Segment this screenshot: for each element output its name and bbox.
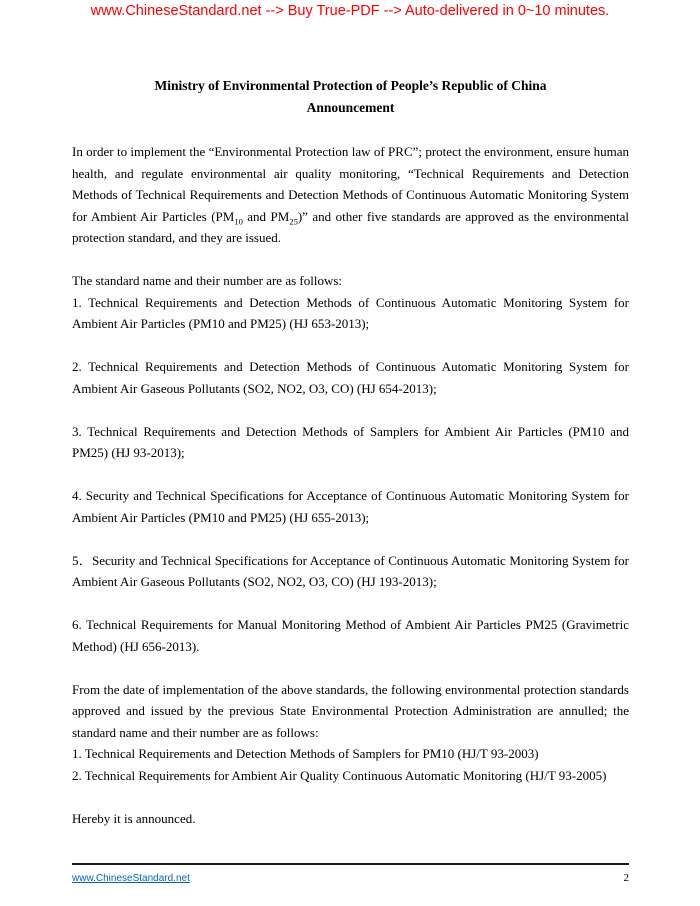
paragraph: Hereby it is announced.	[72, 810, 196, 826]
paragraph: From the date of implementation of the above standards, the following environmental protection standards approved and issued by the previous State Environmental Protection Administration are annulled; the standard name and their number are as follows:	[72, 681, 629, 740]
document-content	[72, 75, 629, 829]
paragraph: 1. Technical Requirements and Detection Methods of Samplers for PM10 (HJ/T 93-2003)	[72, 746, 539, 761]
paragraph: The standard name and their number are as follows:	[72, 273, 343, 288]
document-subtitle: Announcement	[306, 99, 395, 115]
document-title: Ministry of Environmental Protection of People’s Republic of China	[154, 78, 547, 93]
paragraph: 4. Security and Technical Specifications for Acceptance of Continuous Automatic Monitoring System for Ambient Air Particles (PM10 and PM25) (HJ 655-2013);	[72, 488, 629, 525]
paragraph: 3. Technical Requirements and Detection Methods of Samplers for Ambient Air Particles (PM10 and PM25) (HJ 93-2013);	[72, 423, 629, 460]
paragraph: 5．Security and Technical Specifications for Acceptance of Continuous Automatic Monitoring System for Ambient Air Gaseous Pollutants (SO2, NO2, O3, CO) (HJ 193-2013);	[72, 552, 629, 589]
footer-website-link[interactable]: www.ChineseStandard.net	[72, 873, 190, 884]
footer-row	[72, 872, 629, 884]
promo-banner-link[interactable]: www.ChineseStandard.net --> Buy True-PDF --> Auto-delivered in 0~10 minutes.	[90, 3, 610, 19]
paragraph: 2. Technical Requirements for Ambient Air Quality Continuous Automatic Monitoring (HJ/T 93-2005)	[72, 767, 607, 783]
document-body	[72, 141, 629, 829]
document-heading	[72, 75, 629, 118]
footer-divider	[72, 863, 629, 865]
paragraph: In order to implement the “Environmental Protection law of PRC”; protect the environment, ensure human health, and regulate environmental air quality monitoring, “Technical Requirements and Detection Methods of Technical Requirements and Detection Methods of Continuous Automatic Monitoring System for Ambient Air Particles ($PM_{10}$ and $PM_{25}$)” and other five standards are approved as the environmental protection standard, and they are issued.	[72, 144, 629, 245]
page-footer	[72, 863, 629, 884]
paragraph: 1. Technical Requirements and Detection Methods of Continuous Automatic Monitoring System for Ambient Air Particles (PM10 and PM25) (HJ 653-2013);	[72, 294, 629, 331]
paragraph: 6. Technical Requirements for Manual Monitoring Method of Ambient Air Particles PM25 (Gravimetric Method) (HJ 656-2013).	[72, 617, 629, 654]
page-number: 2	[623, 872, 629, 884]
paragraph: 2. Technical Requirements and Detection Methods of Continuous Automatic Monitoring System for Ambient Air Gaseous Pollutants (SO2, NO2, O3, CO) (HJ 654-2013);	[72, 359, 629, 396]
